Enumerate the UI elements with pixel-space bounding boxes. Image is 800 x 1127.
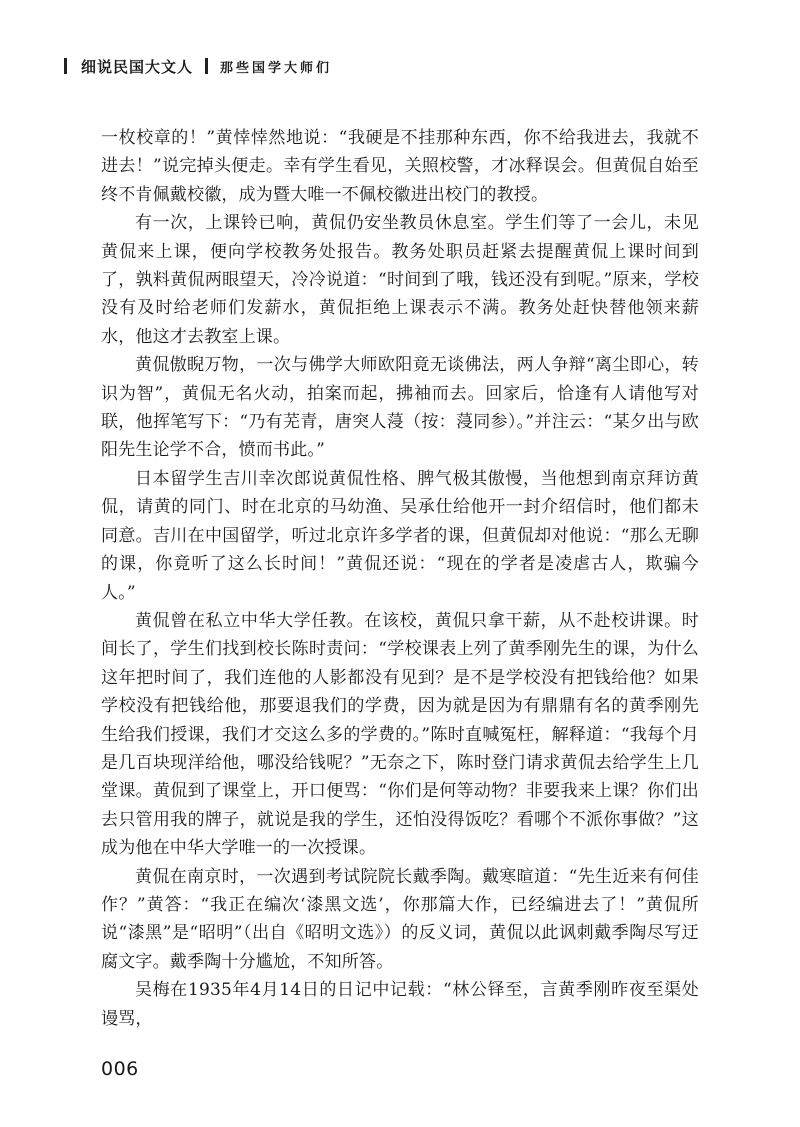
paragraph: 吴梅在1935年4月14日的日记中记载：“林公铎至，言黄季刚昨夜至渠处谩骂， [101, 980, 699, 1029]
chapter-title: 那些国学大师们 [220, 60, 333, 76]
paragraph: 日本留学生吉川幸次郎说黄侃性格、脾气极其傲慢，当他想到南京拜访黄侃，请黄的同门、时在北京的马幼渔、吴承仕给他开一封介绍信时，他们都未同意。吉川在中国留学，听过北京许多学者的课，但黄侃却对他说：“那么无聊的课，你竟听了这么长时间！”黄侃还说：“现在的学者是凌虐古人，欺骗今人。” [101, 468, 699, 603]
book-title: 细说民国大文人 [81, 57, 194, 76]
running-head [64, 52, 332, 80]
paragraph-continued: 一枚校章的！”黄悻悻然地说：“我硬是不挂那种东西，你不给我进去，我就不进去！”说完掉头便走。幸有学生看见，关照校警，才冰释误会。但黄侃自始至终不肯佩戴校徽，成为暨大唯一不佩校徽进出校门的教授。 [101, 128, 699, 205]
paragraph: 黄侃在南京时，一次遇到考试院院长戴季陶。戴寒暄道：“先生近来有何佳作？”黄答：“我正在编次‘漆黑文选’，你那篇大作，已经编进去了！”黄侃所说“漆黑”是“昭明”（出自《昭明文选》）的反义词，黄侃以此讽刺戴季陶尽写迂腐文字。戴季陶十分尴尬，不知所答。 [101, 866, 699, 972]
paragraph: 黄侃傲睨万物，一次与佛学大师欧阳竟无谈佛法，两人争辩“离尘即心，转识为智”，黄侃无名火动，拍案而起，拂袖而去。回家后，恰逢有人请他写对联，他挥笔写下：“乃有芜青，唐突人蓡（按：蓡同参）。”并注云：“某夕出与欧阳先生论学不合，愤而书此。” [101, 355, 699, 461]
page-number: 006 [101, 1058, 139, 1080]
header-divider-left [64, 58, 67, 74]
body-text [101, 124, 699, 1033]
header-divider [205, 58, 208, 74]
paragraph: 有一次，上课铃已响，黄侃仍安坐教员休息室。学生们等了一会儿，未见黄侃来上课，便向学校教务处报告。教务处职员赶紧去提醒黄侃上课时间到了，孰料黄侃两眼望天，冷冷说道：“时间到了哦，钱还没有到呢。”原来，学校没有及时给老师们发薪水，黄侃拒绝上课表示不满。教务处赶快替他领来薪水，他这才去教室上课。 [101, 213, 699, 347]
paragraph: 黄侃曾在私立中华大学任教。在该校，黄侃只拿干薪，从不赴校讲课。时间长了，学生们找到校长陈时责问：“学校课表上列了黄季刚先生的课，为什么这年把时间了，我们连他的人影都没有见到？是不是学校没有把钱给他？如果学校没有把钱给他，那要退我们的学费，因为就是因为有鼎鼎有名的黄季刚先生给我们授课，我们才交这么多的学费的。”陈时直喊冤枉，解释道：“我每个月是几百块现洋给他，哪没给钱呢？”无奈之下，陈时登门请求黄侃去给学生上几堂课。黄侃到了课堂上，开口便骂：“你们是何等动物？非要我来上课？你们出去只管用我的牌子，就说是我的学生，还怕没得饭吃？看哪个不派你事做？”这成为他在中华大学唯一的一次授课。 [101, 610, 699, 859]
